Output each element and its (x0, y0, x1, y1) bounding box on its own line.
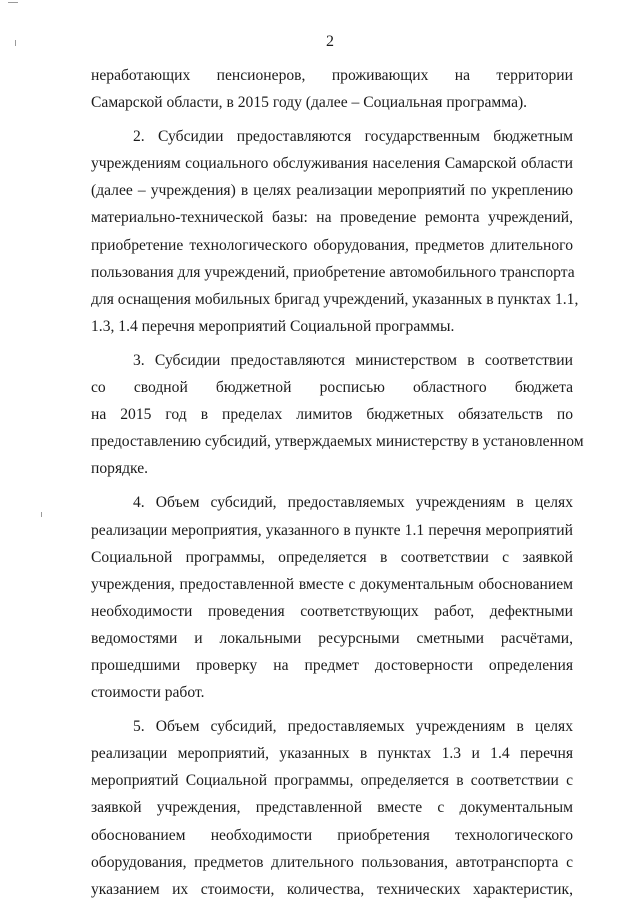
text-line: стоимости работ. (91, 684, 205, 702)
text-line: со сводной бюджетной росписью областного бюджета (91, 379, 573, 397)
text-line: (далее – учреждения) в целях реализации мероприятий по укреплению (91, 182, 573, 200)
text-line: заявкой учреждения, представленной вместе с документальным (91, 799, 573, 817)
text-line: 5. Объем субсидий, предоставляемых учреждениям в целях (133, 718, 573, 736)
text-line: 3. Субсидии предоставляются министерством в соответствии (133, 351, 573, 369)
paragraph-item-2 (91, 123, 579, 340)
document-body (91, 62, 584, 903)
text-line: Социальной программы, определяется в соответствии с заявкой (91, 548, 573, 566)
text-line: на 2015 год в пределах лимитов бюджетных обязательств по (91, 406, 573, 424)
text-line: 1.3, 1.4 перечня мероприятий Социальной программы. (91, 317, 455, 335)
page-number: 2 (326, 33, 334, 50)
text-line: обоснованием необходимости приобретения технологического (91, 826, 573, 844)
text-line: предоставлению субсидий, утверждаемых министерству в установленном (91, 433, 584, 451)
text-line: Самарской области, в 2015 году (далее – Социальная программа). (91, 94, 528, 112)
text-line: необходимости проведения соответствующих работ, дефектными (91, 602, 573, 620)
text-line: порядке. (91, 460, 149, 478)
text-line: материально-технической базы: на проведение ремонта учреждений, (91, 209, 573, 227)
text-line: оборудования, предметов длительного пользования, автотранспорта с (91, 853, 573, 871)
text-line: ведомостями и локальными ресурсными сметными расчётами, (91, 629, 573, 647)
paragraph-item-3 (91, 347, 584, 482)
scan-mark (8, 2, 18, 3)
text-line: 2. Субсидии предоставляются государственным бюджетным (133, 128, 573, 146)
text-line: мероприятий Социальной программы, определяется в соответствии с (91, 772, 573, 790)
text-line: указанием их стоимости, количества, технических характеристик, (91, 880, 573, 898)
text-line: пользования для учреждений, приобретение автомобильного транспорта (91, 263, 575, 281)
text-line: реализации мероприятия, указанного в пункте 1.1 перечня мероприятий (91, 521, 573, 539)
text-line: прошедшими проверку на предмет достоверности определения (91, 656, 573, 674)
text-line: реализации мероприятий, указанных в пунктах 1.3 и 1.4 перечня (91, 745, 573, 763)
paragraph-item-5 (91, 713, 573, 903)
paragraph-continuation (91, 62, 573, 116)
text-line: для оснащения мобильных бригад учреждений, указанных в пунктах 1.1, (91, 290, 579, 308)
scan-mark (41, 512, 42, 517)
text-line: приобретение технологического оборудования, предметов длительного (91, 236, 573, 254)
text-line: 4. Объем субсидий, предоставляемых учреждениям в целях (133, 494, 573, 512)
text-line: неработающих пенсионеров, проживающих на территории (91, 67, 573, 84)
paragraph-item-4 (91, 489, 573, 706)
text-line: учреждениям социального обслуживания населения Самарской области (91, 155, 573, 173)
text-line: учреждения, предоставленной вместе с документальным обоснованием (91, 575, 573, 593)
